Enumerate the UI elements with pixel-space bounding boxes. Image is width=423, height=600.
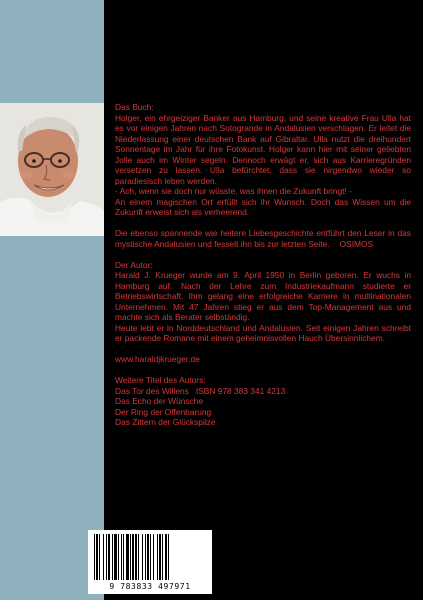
side-color-band [0,0,104,600]
author-portrait-illustration [0,103,104,236]
barcode-bars [92,534,208,580]
author-website: www.haraldjkrueger.de [115,354,200,364]
barcode-bar [130,534,131,580]
other-title-item: Das Zittern der Glückspilze [115,417,216,427]
blurb-paragraph-3-text: Die ebenso spannende wie heitere Liebesgeschichte entführt den Leser in das mystische Andalusien und fesselt ihn bis zur letzten Seite. [115,228,411,249]
barcode-bar [132,534,134,580]
barcode-bar [94,534,95,580]
barcode-bar [150,534,151,580]
author-paragraph-2: Heute lebt er in Norddeutschland und Andalusien. Seit einigen Jahren schreibt er packende Romane mit einem geheimnisvollen Hauch Übersinnlichem. [115,322,411,343]
barcode-bar [126,534,129,580]
isbn-barcode [88,530,212,594]
blurb-paragraph-3 [115,228,411,249]
barcode-bar [165,534,167,580]
barcode-bar [118,534,119,580]
isbn-digits: 9 783833 497971 [109,582,191,591]
barcode-bar [103,534,104,580]
other-title-item: Das Tor des Willens ISBN 978 383 341 4213 [115,385,286,396]
barcode-bar [114,534,117,580]
author-heading: Der Autor: [115,259,153,270]
barcode-bar [168,534,169,580]
back-cover-text [115,102,411,428]
barcode-bar [142,534,143,580]
blurb-heading: Das Buch: [115,102,154,112]
other-title-item: Der Ring der Offenbarung [115,406,212,417]
blurb-signature: OSIMOS [339,238,374,249]
barcode-bar [96,534,98,580]
other-title-item: Das Echo der Wünsche [115,396,203,406]
barcode-bar [153,534,154,580]
author-photo [0,103,104,236]
barcode-bar [121,534,122,580]
barcode-bar [147,534,149,580]
barcode-bar [108,534,110,580]
barcode-bar [162,534,163,580]
blurb-quote: - Ach, wenn sie doch nur wüsste, was ihnen die Zukunft bringt! - [115,186,352,196]
barcode-bar [112,534,113,580]
author-paragraph-1: Harald J. Krueger wurde am 9. April 1950 in Berlin geboren. Er wuchs in Hamburg auf. Nach der Lehre zum Industriekaufmann studierte er Betriebswirtschaft. Ihm gelang eine erfolgreiche Karriere in multinationalen Unternehmen. Mit 47 Jahren stieg er aus dem Top-Management aus und machte sich als Berater selbständig. [115,270,411,322]
barcode-bar [145,534,146,580]
barcode-bar [99,534,100,580]
barcode-bar [157,534,158,580]
barcode-bar [106,534,107,580]
other-titles-heading: Weitere Titel des Autors: [115,375,206,385]
blurb-paragraph-1: Holger, ein ehrgeiziger Banker aus Hamburg, und seine kreative Frau Ulla hat es vor einigen Jahren nach Sotogrande in Andalusien verschlagen. Er leitet die Niederlassung einer deutschen Bank auf Gibraltar. Ulla nutzt die dreihundert Sonnentage im Jahr für ihre Fotokunst. Holger kann hier mit seiner geliebten Jolle auch im Winter segeln. Dennoch erwägt er, sich aus Karrieregründen versetzen zu lassen. Ulla befürchtet, dass sie nirgendwo wieder so paradiesisch leben werden. [115,112,411,186]
blurb-paragraph-2: An einem magischen Ort erfüllt sich ihr Wunsch. Doch das Wissen um die Zukunft erweist sich als verheerend. [115,196,411,217]
barcode-bar [123,534,124,580]
barcode-bar [159,534,161,580]
barcode-bar [138,534,139,580]
barcode-bar [135,534,137,580]
